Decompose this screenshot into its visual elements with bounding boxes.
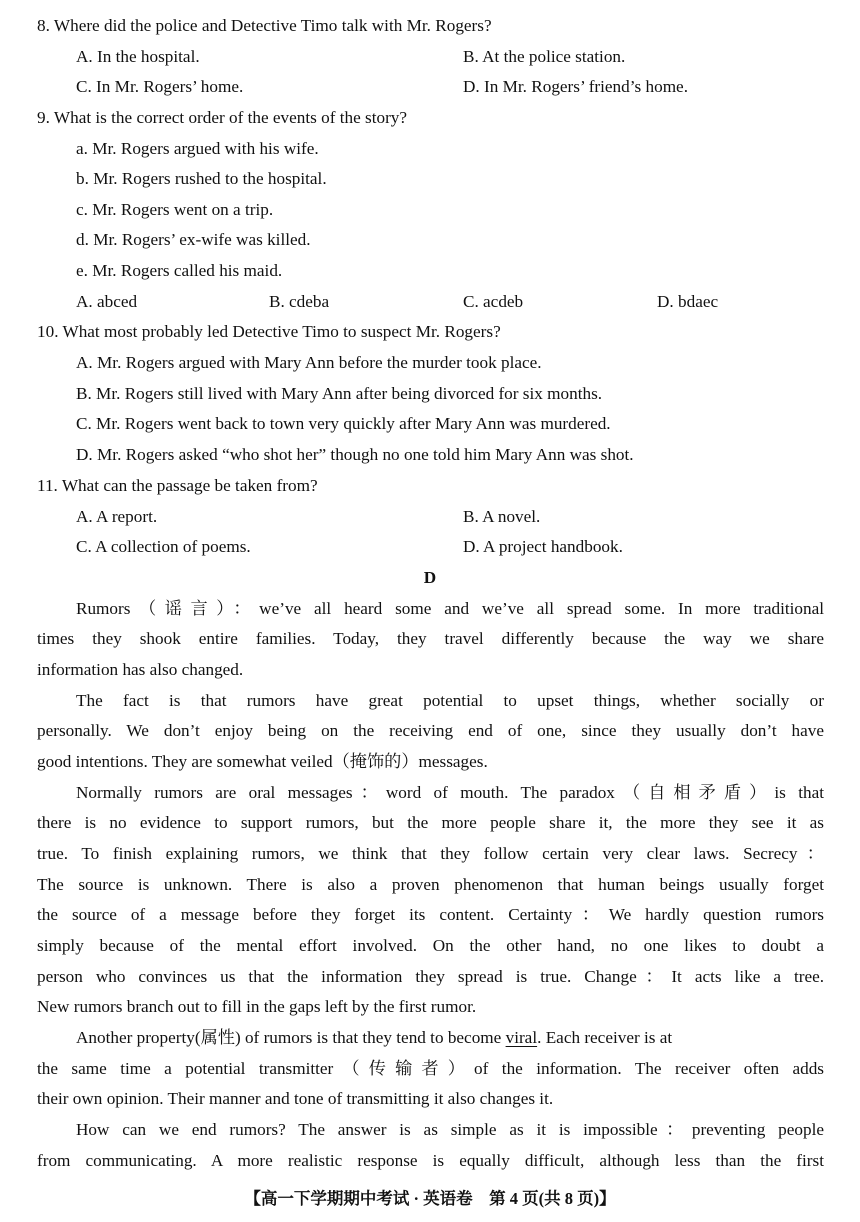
q11-option-b: B. A novel.	[463, 507, 541, 526]
passage-line: good intentions. They are somewhat veiled（掩饰的）messages.	[37, 752, 488, 771]
passage-line	[76, 1027, 672, 1049]
passage-line: the same time a potential transmitter（传输者）of the information. The receiver often adds	[37, 1059, 824, 1078]
passage-line: there is no evidence to support rumors, but the more people share it, the more they see it as	[37, 813, 824, 832]
passage-line: The source is unknown. There is also a proven phenomenon that human beings usually forget	[37, 875, 824, 894]
passage-line: their own opinion. Their manner and tone of transmitting it also changes it.	[37, 1089, 554, 1108]
q8-option-c: C. In Mr. Rogers’ home.	[76, 77, 244, 96]
q11-option-a: A. A report.	[76, 507, 158, 526]
passage-text: . Each receiver is at	[537, 1028, 673, 1047]
q8-option-b: B. At the police station.	[463, 47, 626, 66]
q8-option-a: A. In the hospital.	[76, 47, 200, 66]
passage-line: from communicating. A more realistic response is equally difficult, although less than the first	[37, 1151, 824, 1170]
passage-line: person who convinces us that the information they spread is true. Change：It acts like a tree.	[37, 967, 824, 986]
q10-option-d: D. Mr. Rogers asked “who shot her” though no one told him Mary Ann was shot.	[76, 445, 634, 464]
q9-option-c: C. acdeb	[463, 292, 524, 311]
passage-line: New rumors branch out to fill in the gaps left by the first rumor.	[37, 997, 477, 1016]
page-footer: 【高一下学期期中考试 · 英语卷 第 4 页(共 8 页)】	[244, 1189, 616, 1208]
q9-event-b: b. Mr. Rogers rushed to the hospital.	[76, 169, 327, 188]
q9-event-e: e. Mr. Rogers called his maid.	[76, 261, 283, 280]
q9-event-c: c. Mr. Rogers went on a trip.	[76, 200, 274, 219]
q10-option-b: B. Mr. Rogers still lived with Mary Ann after being divorced for six months.	[76, 384, 603, 403]
q10-option-c: C. Mr. Rogers went back to town very quickly after Mary Ann was murdered.	[76, 414, 611, 433]
question-10: 10. What most probably led Detective Timo to suspect Mr. Rogers?	[37, 322, 501, 341]
section-heading-d: D	[423, 568, 437, 587]
passage-line: the source of a message before they forget its content. Certainty：We hardly question rumors	[37, 905, 824, 924]
passage-line: Normally rumors are oral messages：word of mouth. The paradox（自相矛盾）is that	[76, 783, 824, 802]
q11-option-c: C. A collection of poems.	[76, 537, 251, 556]
q9-event-d: d. Mr. Rogers’ ex-wife was killed.	[76, 230, 311, 249]
q9-option-d: D. bdaec	[657, 292, 719, 311]
passage-line: Rumors（谣言）：we’ve all heard some and we’ve all spread some. In more traditional	[76, 599, 824, 618]
question-9: 9. What is the correct order of the events of the story?	[37, 108, 408, 127]
q8-option-d: D. In Mr. Rogers’ friend’s home.	[463, 77, 688, 96]
passage-line: How can we end rumors? The answer is as simple as it is impossible：preventing people	[76, 1120, 824, 1139]
passage-text: Another property(属性) of rumors is that they tend to become	[76, 1028, 502, 1047]
passage-line: information has also changed.	[37, 660, 244, 679]
passage-line: times they shook entire families. Today, they travel differently because the way we share	[37, 629, 824, 648]
passage-line: true. To finish explaining rumors, we think that they follow certain very clear laws. Secrecy：	[37, 844, 824, 863]
question-8: 8. Where did the police and Detective Timo talk with Mr. Rogers?	[37, 16, 492, 35]
q9-option-a: A. abced	[76, 292, 138, 311]
q9-option-b: B. cdeba	[269, 292, 330, 311]
passage-line: personally. We don’t enjoy being on the receiving end of one, since they usually don’t have	[37, 721, 824, 740]
underlined-word-viral: viral	[505, 1028, 538, 1047]
question-11: 11. What can the passage be taken from?	[37, 476, 318, 495]
q11-option-d: D. A project handbook.	[463, 537, 623, 556]
passage-line: The fact is that rumors have great potential to upset things, whether socially or	[76, 691, 824, 710]
q10-option-a: A. Mr. Rogers argued with Mary Ann before the murder took place.	[76, 353, 542, 372]
q9-event-a: a. Mr. Rogers argued with his wife.	[76, 139, 319, 158]
passage-line: simply because of the mental effort involved. On the other hand, no one likes to doubt a	[37, 936, 824, 955]
